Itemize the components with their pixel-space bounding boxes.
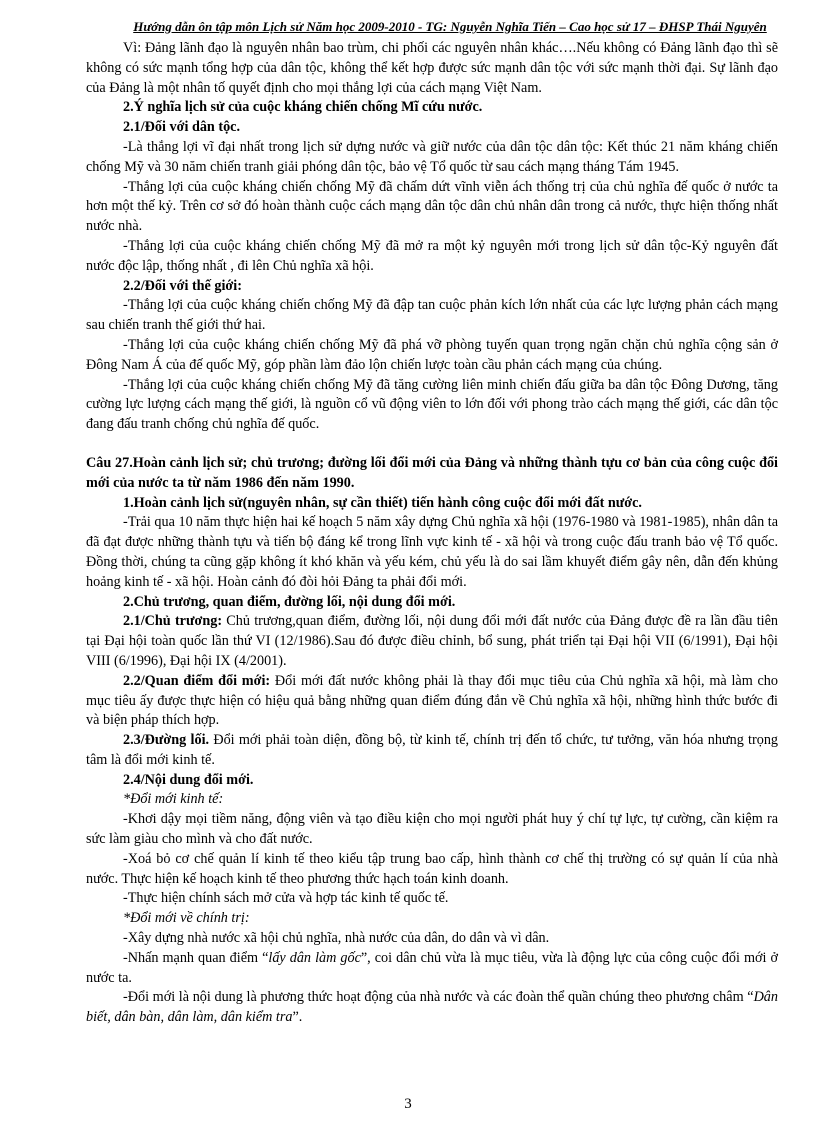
paragraph: -Xây dựng nhà nước xã hội chủ nghĩa, nhà nước của dân, do dân và vì dân. — [123, 930, 550, 947]
paragraph: -Thắng lợi của cuộc kháng chiến chống Mỹ đã tăng cường liên minh chiến đấu giữa ba dân tộc Đông Dương, tăng cường lực lượng cách mạng thế giới, là nguồn cổ vũ động viên to lớn đối với phong trào cách mạng thế giới, các dân tộc đang đấu tranh chống chủ nghĩa đế quốc. — [86, 376, 778, 433]
spacer — [86, 435, 778, 454]
paragraph: -Khơi dậy mọi tiềm năng, động viên và tạo điều kiện cho mọi người phát huy ý chí tự lực, tự cường, cần kiệm ra sức làm giàu cho mình và cho đất nước. — [86, 811, 778, 848]
paragraph-text: -Đổi mới là nội dung là phương thức hoạt động của nhà nước và các đoàn thể quần chúng theo phương châm “ — [123, 989, 754, 1006]
paragraph-text: Đổi mới đất nước không phải là thay đổi mục tiêu của Chủ nghĩa xã hội, mà làm cho mục tiêu ấy được thực hiện có hiệu quả bằng những quan điểm đúng đắn về Chủ nghĩa xã hội, những hình thức bước đi và biện pháp thích hợp. — [86, 672, 778, 729]
paragraph — [86, 949, 778, 989]
paragraph: -Thắng lợi của cuộc kháng chiến chống Mỹ đã chấm dứt vĩnh viễn ách thống trị của chủ nghĩa đế quốc ở nước ta hơn một thế kỷ. Trên cơ sở đó hoàn thành cuộc cách mạng dân tộc dân chủ nhân dân trong cả nước, thực hiện thống nhất nước nhà. — [86, 178, 778, 235]
subsection-label: *Đổi mới về chính trị: — [123, 910, 250, 927]
inline-heading: 2.1/Chủ trương: — [123, 613, 223, 630]
quoted-phrase: lấy dân làm gốc — [268, 949, 361, 966]
paragraph: -Thắng lợi của cuộc kháng chiến chống Mỹ đã đập tan cuộc phản kích lớn nhất của các lực lượng phản cách mạng sau chiến tranh thế giới thứ hai. — [86, 297, 778, 334]
paragraph: Vì: Đảng lãnh đạo là nguyên nhân bao trùm, chi phối các nguyên nhân khác….Nếu không có Đảng lãnh đạo thì sẽ không có sức mạnh tổng hợp của dân tộc, không thể kết hợp được sức mạnh dân tộc với sức mạnh thời đại. Sự lãnh đạo của Đảng là một nhân tố quyết định cho mọi thắng lợi của cách mạng Việt Nam. — [86, 40, 778, 96]
paragraph: -Là thắng lợi vĩ đại nhất trong lịch sử dựng nước và giữ nước của dân tộc dân tộc: Kết thúc 21 năm kháng chiến chống Mỹ và 30 năm chiến tranh giải phóng dân tộc, bảo vệ Tổ quốc từ sau cách mạng tháng Tám 1945. — [86, 138, 778, 175]
subsection-heading: 2.2/Đối với thế giới: — [123, 277, 242, 294]
section-heading: 2.Ý nghĩa lịch sử của cuộc kháng chiến chống Mĩ cứu nước. — [123, 99, 483, 116]
subsection-label: *Đổi mới kinh tế: — [123, 791, 224, 808]
paragraph — [86, 731, 778, 771]
running-header: Hướng dẫn ôn tập môn Lịch sử Năm học 2009-2010 - TG: Nguyễn Nghĩa Tiến – Cao học sử 17 – ĐHSP Thái Nguyên — [133, 19, 767, 34]
paragraph: -Xoá bỏ cơ chế quản lí kinh tế theo kiểu tập trung bao cấp, hình thành cơ chế thị trường có sự quản lí của nhà nước. Thực hiện kế hoạch kinh tế theo phương thức hạch toán kinh doanh. — [86, 850, 778, 887]
subsection-heading: 2.4/Nội dung đổi mới. — [123, 771, 254, 788]
inline-heading: 2.3/Đường lối. — [123, 732, 210, 749]
question-heading: Câu 27.Hoàn cảnh lịch sử; chủ trương; đường lối đổi mới của Đảng và những thành tựu cơ bản của công cuộc đổi mới của nước ta từ năm 1986 đến năm 1990. — [86, 454, 778, 491]
paragraph: -Trải qua 10 năm thực hiện hai kế hoạch 5 năm xây dựng Chủ nghĩa xã hội (1976-1980 và 1981-1985), nhân dân ta đã đạt được những thành tựu và tiến bộ đáng kể trong lĩnh vực kinh tế - xã hội và trong cuộc đấu tranh bảo vệ Tổ quốc. Đồng thời, chúng ta cũng gặp không ít khó khăn và yếu kém, chủ yếu là do sai lầm khuyết điểm gây nên, dẫn đến khủng hoảng kinh tế - xã hội. Hoàn cảnh đó đòi hỏi Đảng ta phải đổi mới. — [86, 514, 778, 590]
quoted-phrase: Dân biết, dân bàn, dân làm, dân kiểm tra — [86, 989, 778, 1026]
page-number: 3 — [404, 1096, 412, 1112]
paragraph: -Thắng lợi của cuộc kháng chiến chống Mỹ đã mở ra một kỷ nguyên mới trong lịch sử dân tộc-Kỷ nguyên đất nước độc lập, thống nhất , đi lên Chủ nghĩa xã hội. — [86, 237, 778, 274]
paragraph — [86, 988, 778, 1028]
section-heading: 1.Hoàn cảnh lịch sử(nguyên nhân, sự cần thiết) tiến hành công cuộc đổi mới đất nước. — [123, 494, 642, 511]
page-body — [86, 39, 778, 1028]
paragraph-text: Chủ trương,quan điểm, đường lối, nội dung đổi mới đất nước của Đảng được đề ra lần đầu tiên tại Đại hội toàn quốc lần thứ VI (12/1986).Sau đó được điều chỉnh, bổ sung, phát triển tại Đại hội VII (6/1991), Đại hội VIII (6/1996), Đại hội IX (4/2001). — [86, 613, 778, 669]
paragraph: -Thắng lợi của cuộc kháng chiến chống Mỹ đã phá vỡ phòng tuyến quan trọng ngăn chặn chủ nghĩa cộng sản ở Đông Nam Á của đế quốc Mỹ, góp phần làm đảo lộn chiến lược toàn cầu phản cách mạng của chúng. — [86, 336, 778, 373]
subsection-heading: 2.1/Đối với dân tộc. — [123, 119, 241, 136]
paragraph — [86, 612, 778, 671]
paragraph-text: ”, coi dân chủ vừa là mục tiêu, vừa là động lực của công cuộc đổi mới ở nước ta. — [86, 949, 779, 986]
paragraph-text: Đổi mới phải toàn diện, đồng bộ, từ kinh tế, chính trị đến tổ chức, tư tưởng, văn hóa nhưng trọng tâm là đổi mới kinh tế. — [86, 732, 779, 768]
paragraph — [86, 672, 778, 731]
paragraph-text: ”. — [292, 1009, 303, 1026]
paragraph-text: -Nhấn mạnh quan điểm “ — [123, 949, 269, 966]
inline-heading: 2.2/Quan điểm đổi mới: — [123, 672, 271, 689]
paragraph: -Thực hiện chính sách mở cửa và hợp tác kinh tế quốc tế. — [123, 890, 449, 907]
section-heading: 2.Chủ trương, quan điểm, đường lối, nội dung đổi mới. — [123, 593, 456, 610]
